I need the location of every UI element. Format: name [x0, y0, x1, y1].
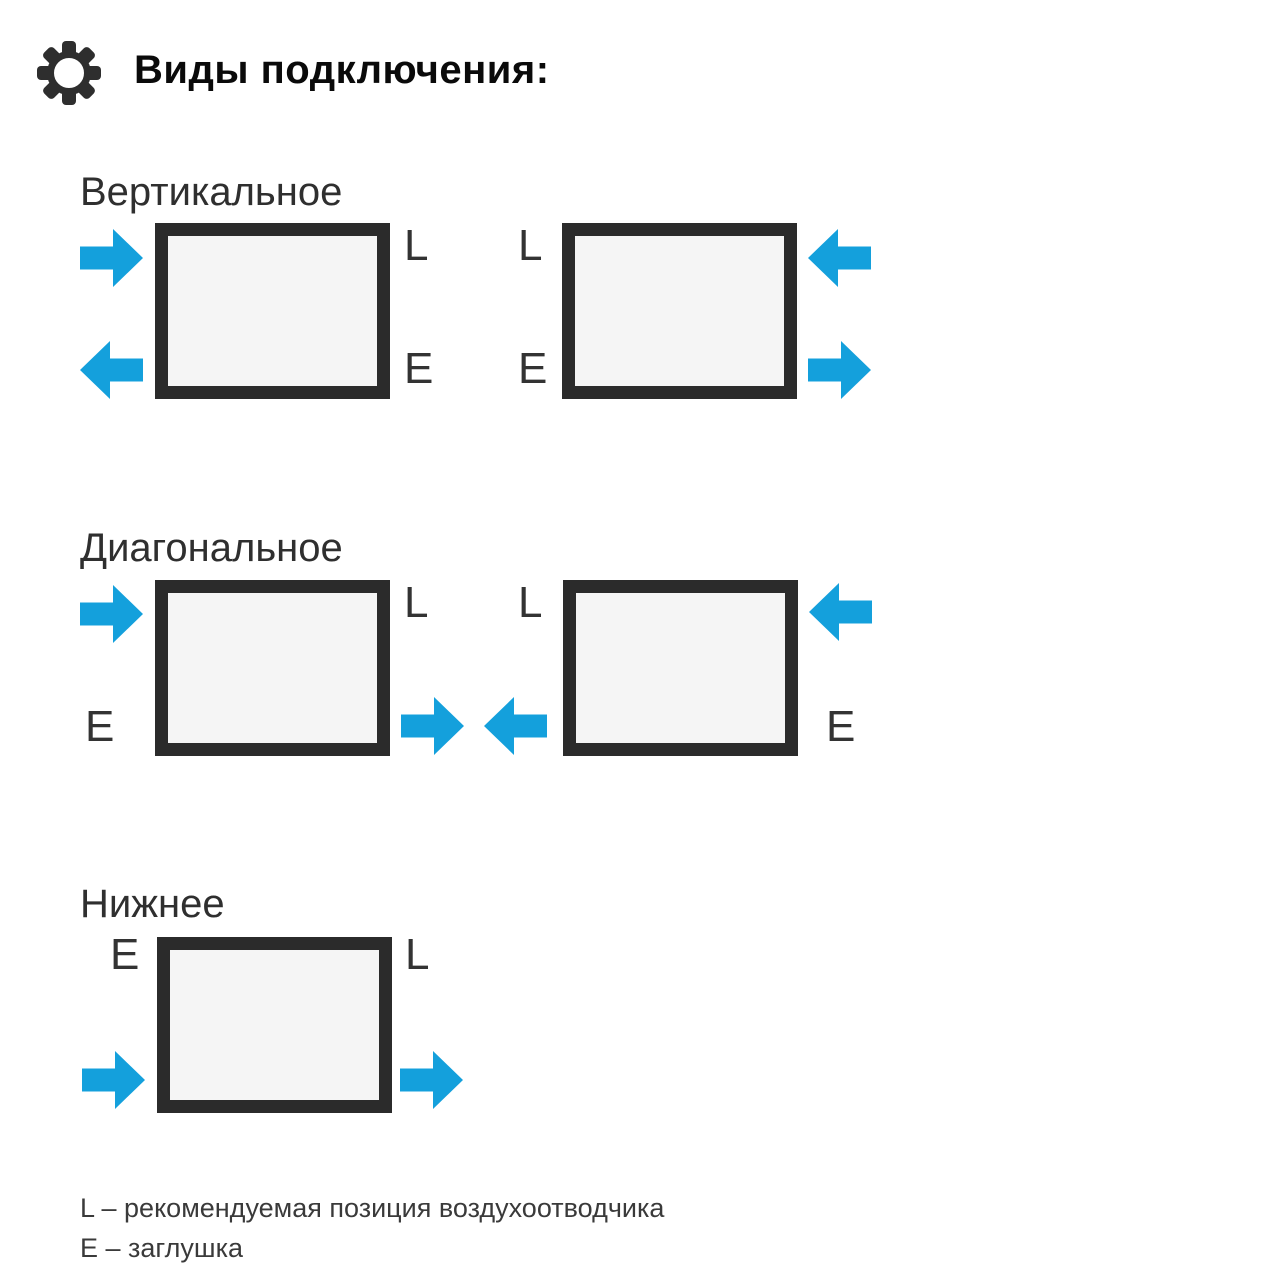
- radiator-rect: [155, 580, 390, 756]
- port-label-e: E: [404, 344, 434, 393]
- arrow-left-icon: [484, 697, 547, 755]
- gear-icon: [37, 41, 101, 105]
- section-title-diagonal: Диагональное: [80, 526, 343, 570]
- section-title-bottom: Нижнее: [80, 882, 225, 926]
- radiator-rect: [157, 937, 392, 1113]
- arrow-left-icon: [80, 341, 143, 399]
- port-label-e: E: [110, 930, 140, 979]
- port-label-l: L: [518, 221, 543, 270]
- port-label-l: L: [404, 578, 429, 627]
- arrow-right-icon: [401, 697, 464, 755]
- arrow-right-icon: [80, 585, 143, 643]
- arrow-right-icon: [808, 341, 871, 399]
- page-title: Виды подключения:: [134, 48, 550, 92]
- radiator-rect: [562, 223, 797, 399]
- port-label-e: E: [85, 702, 115, 751]
- gear-ring: [47, 51, 91, 95]
- arrow-left-icon: [809, 583, 872, 641]
- port-label-l: L: [404, 221, 429, 270]
- arrow-left-icon: [808, 229, 871, 287]
- radiator-rect: [563, 580, 798, 756]
- arrow-right-icon: [80, 229, 143, 287]
- port-label-l: L: [518, 578, 543, 627]
- legend-line-e: E – заглушка: [80, 1233, 244, 1263]
- port-label-e: E: [518, 344, 548, 393]
- arrow-right-icon: [400, 1051, 463, 1109]
- legend-line-l: L – рекомендуемая позиция воздухоотводчика: [80, 1193, 665, 1223]
- radiator-rect: [155, 223, 390, 399]
- arrow-right-icon: [82, 1051, 145, 1109]
- port-label-l: L: [405, 930, 430, 979]
- legend: [80, 1188, 664, 1268]
- section-title-vertical: Вертикальное: [80, 170, 343, 214]
- port-label-e: E: [826, 702, 856, 751]
